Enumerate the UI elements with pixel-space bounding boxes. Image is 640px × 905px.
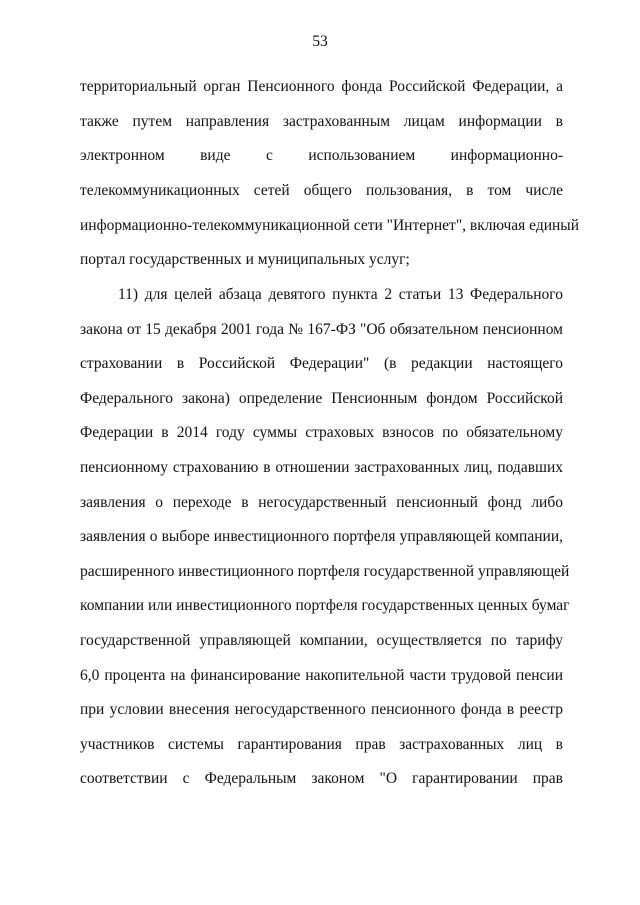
- text-line: электронном виде с использованием информационно-: [80, 147, 563, 164]
- text-line: Федерального закона) определение Пенсионным фондом Российской: [80, 390, 563, 407]
- text-line: страховании в Российской Федерации" (в редакции настоящего: [80, 355, 563, 372]
- text-line: закона от 15 декабря 2001 года № 167-ФЗ "Об обязательном пенсионном: [80, 321, 563, 338]
- text-line: также путем направления застрахованным лицам информации в: [80, 113, 563, 130]
- text-line: государственной управляющей компании, осуществляется по тарифу: [80, 632, 563, 649]
- page-number: 53: [312, 33, 328, 50]
- text-line: 6,0 процента на финансирование накопительной части трудовой пенсии: [80, 667, 563, 684]
- text-line: информационно-телекоммуникационной сети "Интернет", включая единый: [80, 217, 580, 234]
- text-line: соответствии с Федеральным законом "О гарантировании прав: [80, 770, 563, 787]
- text-line: пенсионному страхованию в отношении застрахованных лиц, подавших: [80, 459, 563, 476]
- text-line: при условии внесения негосударственного пенсионного фонда в реестр: [80, 701, 563, 718]
- text-line: Федерации в 2014 году суммы страховых взносов по обязательному: [80, 424, 563, 441]
- text-line: расширенного инвестиционного портфеля государственной управляющей: [80, 563, 570, 580]
- text-line: заявления о выборе инвестиционного портфеля управляющей компании,: [80, 528, 563, 545]
- text-line: участников системы гарантирования прав застрахованных лиц в: [80, 736, 563, 753]
- text-line: портал государственных и муниципальных услуг;: [80, 251, 410, 268]
- text-line: компании или инвестиционного портфеля государственных ценных бумаг: [80, 597, 570, 614]
- text-line: территориальный орган Пенсионного фонда Российской Федерации, а: [80, 78, 563, 95]
- text-line: заявления о переходе в негосударственный пенсионный фонд либо: [80, 494, 563, 511]
- text-line: 11) для целей абзаца девятого пункта 2 статьи 13 Федерального: [118, 286, 563, 303]
- text-line: телекоммуникационных сетей общего пользования, в том числе: [80, 182, 563, 199]
